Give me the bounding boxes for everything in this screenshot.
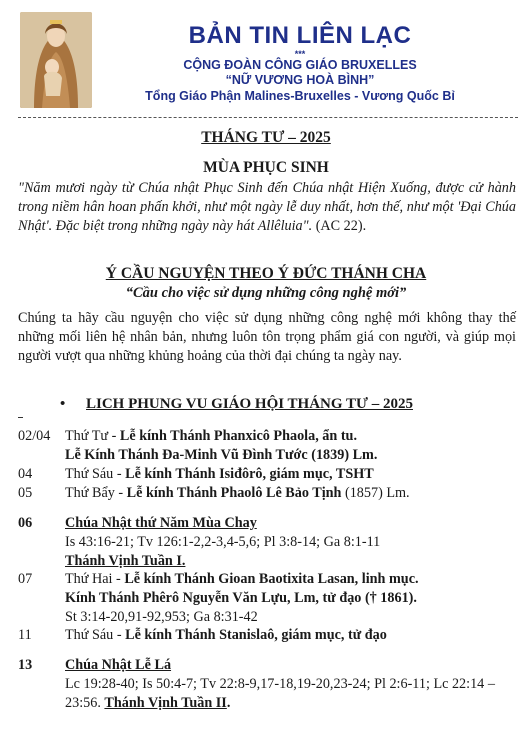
entry-feast: Lễ kính Thánh Gioan Baotixita Lasan, linh mục. [124,571,419,587]
calendar-entry [18,427,516,465]
entry-readings-wrap [65,675,516,713]
entry-sunday-title: Chúa Nhật thứ Năm Mùa Chay [65,515,257,531]
month-heading: THÁNG TƯ – 2025 [201,129,331,146]
calendar-entry [18,570,516,627]
prayer-subtitle: “Cầu cho việc sử dụng những công nghệ mới” [125,285,407,301]
calendar-entry [18,514,516,571]
entry-feast-tail: (1857) Lm. [341,485,410,501]
entry-date: 05 [18,485,33,501]
entry-day: Thứ Sáu - [65,466,126,482]
diocese-line: Tổng Giáo Phận Malines-Bruxelles - Vương Quốc Bỉ [145,89,455,103]
entry-date: 06 [18,515,33,531]
entry-feast: Lễ kính Thánh Phaolô Lê Bảo Tịnh [126,485,342,501]
season-heading: MÙA PHỤC SINH [203,159,329,176]
entry-readings: St 3:14-20,91-92,953; Ga 8:31-42 [65,609,258,625]
entry-readings: Lc 19:28-40; Is 50:4-7; Tv 22:8-9,17-18,19-20,23-24; Pl 2:6-11; Lc 22:14 – 23:56. [65,676,495,711]
newsletter-title: BẢN TIN LIÊN LẠC [188,22,412,49]
calendar-divider [18,417,23,418]
entry-date: 11 [18,627,32,643]
entry-feast-2: Lễ Kính Thánh Đa-Minh Vũ Đình Tước (1839) Lm. [65,447,378,463]
entry-date: 02/04 [18,428,51,444]
prayer-text: Chúng ta hãy cầu nguyện cho việc sử dụng những công nghệ mới không thay thế những mối liên hệ nhân bản, nhưng luôn tôn trọng phẩm giá con người, và giúp mọi người vượt qua những khủng hoảng của thời đại chúng ta ngày nay. [18,310,516,364]
entry-date: 04 [18,466,33,482]
entry-date: 13 [18,657,33,673]
entry-feast-2: Kính Thánh Phêrô Nguyễn Văn Lựu, Lm, tử đạo († 1861). [65,590,417,606]
entry-day: Thứ Hai - [65,571,125,587]
masthead [100,22,500,104]
entry-psalter-end: . [226,695,231,711]
entry-feast: Lễ kính Thánh Phanxicô Phaola, ẩn tu. [119,428,357,444]
entry-feast: Lễ kính Thánh Isiđôrô, giám mục, TSHT [125,466,374,482]
entry-feast: Lễ kính Thánh Stanislaô, giám mục, tử đạo [125,627,387,643]
community-name: CỘNG ĐOÀN CÔNG GIÁO BRUXELLES [183,58,417,72]
entry-psalter: Thánh Vịnh Tuần II [104,695,227,711]
entry-day: Thứ Sáu - [65,627,126,643]
calendar-entry [18,465,516,484]
entry-day: Thứ Bẩy - [65,485,127,501]
bullet-icon: • [60,396,66,412]
calendar-entry [18,484,516,503]
madonna-and-child-icon [20,12,92,108]
entry-readings: Is 43:16-21; Tv 126:1-2,2-3,4-5,6; Pl 3:8-14; Ga 8:1-11 [65,534,381,550]
header-divider [18,117,518,118]
entry-psalter: Thánh Vịnh Tuần I. [65,553,186,569]
entry-date: 07 [18,571,33,587]
entry-day: Thứ Tư - [65,428,120,444]
prayer-heading: Ý CẦU NGUYỆN THEO Ý ĐỨC THÁNH CHA [105,265,427,282]
entry-sunday-title: Chúa Nhật Lễ Lá [65,657,172,673]
season-quote-ref: (AC 22). [312,218,367,234]
calendar-entry [18,626,516,645]
calendar-entry [18,656,516,713]
community-patron: “NỮ VƯƠNG HOÀ BÌNH” [225,73,375,87]
calendar-title: LICH PHUNG VU GIÁO HỘI THÁNG TƯ – 2025 [86,396,413,412]
title-stars: *** [294,49,306,59]
season-quote: "Năm mươi ngày từ Chúa nhật Phục Sinh đến Chúa nhật Hiện Xuống, được cử hành trong niềm hân hoan phấn khởi, như một ngày lễ duy nhất, hơn thế, như một 'Đại Chúa Nhật'. Đặc biệt trong những ngày này hát Allêluia". (AC 22). [18,180,516,234]
madonna-image [20,12,92,108]
